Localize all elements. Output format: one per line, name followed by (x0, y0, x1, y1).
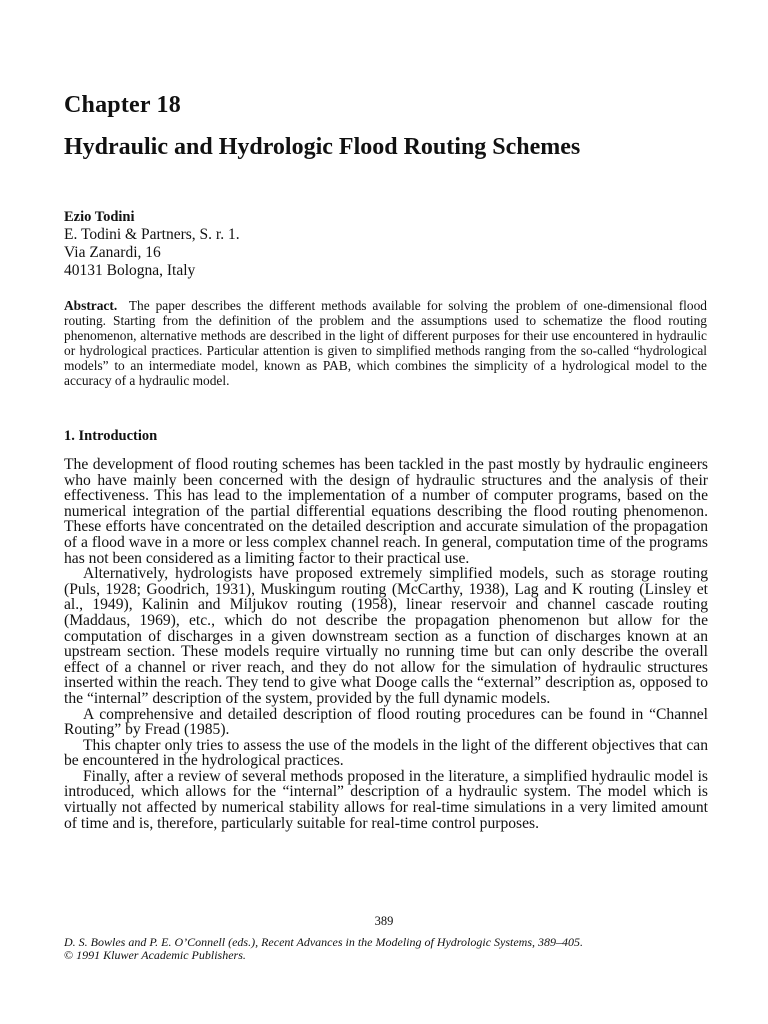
paragraph: Alternatively, hydrologists have proposed extremely simplified models, such as storage routing (Puls, 1928; Goodrich, 1931), Muskingum routing (McCarthy, 1938), Lag and K routing (Linsley et al., 1949), Kalinin and Miljukov routing (1958), linear reservoir and channel cascade routing (Maddaus, 1969), etc., which do not describe the propagation phenomenon but allow for the computation of discharges in a given downstream section as a function of discharges known at an upstream section. These models require virtually no running time but can only describe the overall effect of a channel or river reach, and they do not allow for the simulation of hydraulic structures inserted within the reach. They tend to give what Dooge calls the “external” description as, opposed to the “internal” description of the system, provided by the full dynamic models. (64, 565, 708, 707)
section-heading: 1. Introduction (64, 428, 158, 444)
footer (64, 936, 583, 962)
abstract-label: Abstract. (64, 298, 118, 313)
body-text (64, 457, 708, 831)
abstract-text: The paper describes the different methods available for solving the problem of one-dimensional flood routing. Starting from the definition of the problem and the assumptions used to schematize the flood routing phenomenon, alternative methods are described in the light of different purposes for their use encountered in hydraulic or hydrological practices. Particular attention is given to simplified methods ranging from the so-called “hydrological models” to an intermediate model, known as PAB, which combines the simplicity of a hydrological model to the accuracy of a hydraulic model. (64, 298, 707, 388)
chapter-label: Chapter 18 (64, 92, 181, 118)
footer-citation: D. S. Bowles and P. E. O’Connell (eds.), Recent Advances in the Modeling of Hydrologic Systems, 389–405. (64, 935, 584, 949)
chapter-title: Hydraulic and Hydrologic Flood Routing Schemes (64, 134, 581, 160)
footer-copyright-line (64, 949, 583, 962)
author-block (64, 208, 240, 280)
author-name: Ezio Todini (64, 209, 135, 225)
page-number: 389 (374, 914, 394, 928)
author-affiliation: E. Todini & Partners, S. r. 1. (64, 226, 240, 243)
paragraph: The development of flood routing schemes has been tackled in the past mostly by hydraulic engineers who have mainly been concerned with the design of hydraulic structures and the analysis of their effectiveness. This has lead to the implementation of a number of computer programs, based on the numerical integration of the partial differential equations describing the flood routing phenomenon. These efforts have concentrated on the detailed description and accurate simulation of the propagation of a flood wave in a more or less complex channel reach. In general, computation time of the programs has not been considered as a limiting factor to their practical use. (64, 456, 708, 567)
copyright-symbol: © (64, 948, 74, 962)
author-city: 40131 Bologna, Italy (64, 262, 196, 279)
paragraph: This chapter only tries to assess the use of the models in the light of the different objectives that can be encountered in the hydrological practices. (64, 736, 708, 770)
footer-copyright: 1991 Kluwer Academic Publishers. (76, 948, 246, 962)
author-street: Via Zanardi, 16 (64, 244, 161, 261)
paragraph: A comprehensive and detailed description of flood routing procedures can be found in “Channel Routing” by Fread (1985). (64, 705, 708, 739)
abstract (64, 298, 707, 388)
paragraph: Finally, after a review of several methods proposed in the literature, a simplified hydraulic model is introduced, which allows for the “internal” description of a hydraulic system. The model which is virtually not affected by numerical stability allows for real-time simulations in a very limited amount of time and is, therefore, particularly suitable for real-time control purposes. (64, 767, 708, 832)
